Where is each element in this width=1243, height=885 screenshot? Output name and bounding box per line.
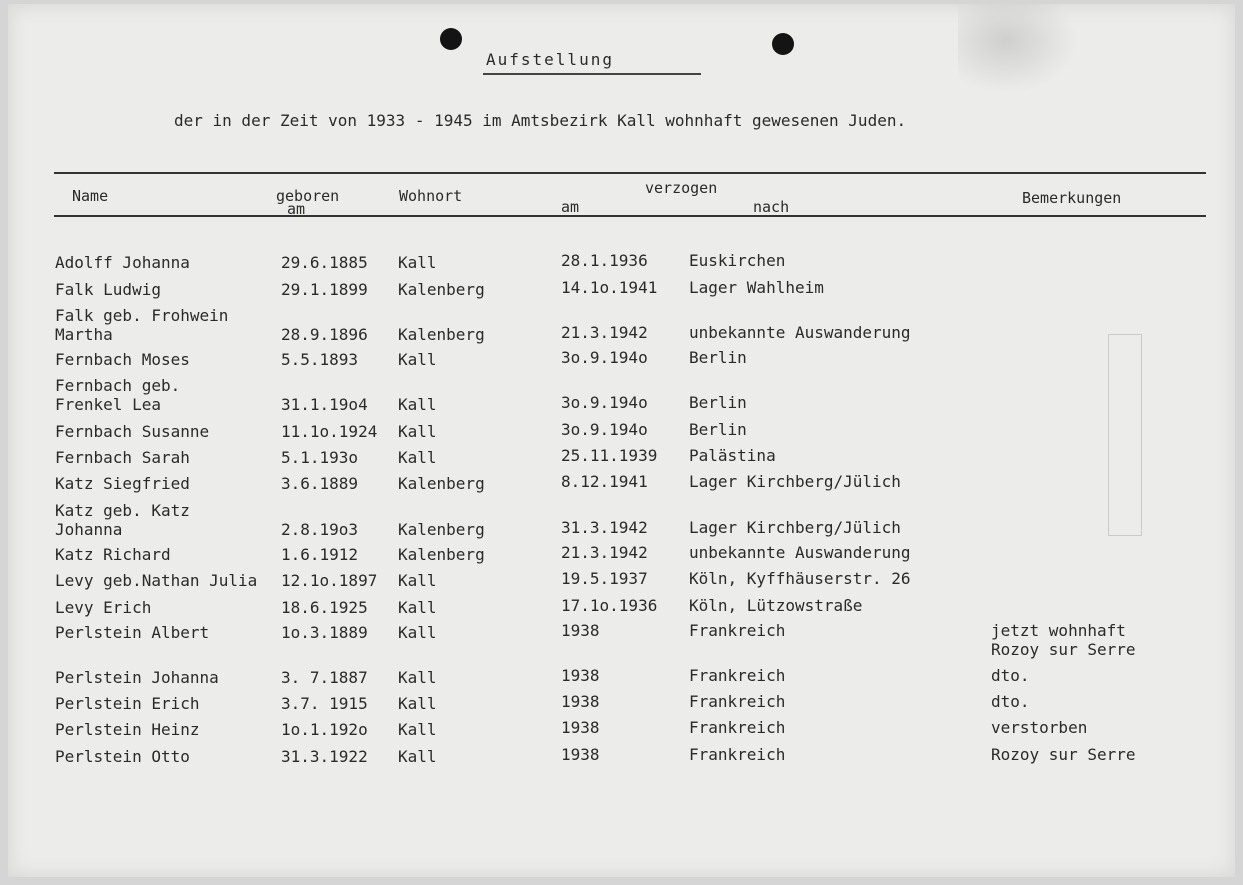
cell-wohnort: Kalenberg (398, 520, 485, 539)
cell-name: Fernbach geb. (55, 376, 181, 395)
cell-name: Martha (55, 325, 113, 344)
cell-wohnort: Kalenberg (398, 325, 485, 344)
cell-wohnort: Kall (398, 571, 437, 590)
header-verzogen-am: am (561, 198, 580, 216)
cell-bemerkungen: dto. (991, 692, 1030, 711)
cell-verzogen-nach: unbekannte Auswanderung (689, 543, 911, 562)
cell-verzogen-am: 14.1o.1941 (561, 278, 658, 297)
cell-name: Fernbach Moses (55, 350, 190, 369)
cell-wohnort: Kalenberg (398, 280, 485, 299)
document-subtitle: der in der Zeit von 1933 - 1945 im Amtsbezirk Kall wohnhaft gewesenen Juden. (174, 111, 907, 130)
cell-geboren: 29.1.1899 (281, 280, 368, 299)
cell-name: Johanna (55, 520, 123, 539)
header-rule-bottom (54, 215, 1206, 217)
cell-verzogen-am: 1938 (561, 692, 600, 711)
cell-wohnort: Kall (398, 350, 437, 369)
cell-wohnort: Kall (398, 623, 437, 642)
cell-verzogen-nach: Frankreich (689, 666, 786, 685)
cell-verzogen-am: 21.3.1942 (561, 543, 648, 562)
cell-verzogen-nach: unbekannte Auswanderung (689, 323, 911, 342)
cell-geboren: 3. 7.1887 (281, 668, 368, 687)
cell-name: Frenkel Lea (55, 395, 161, 414)
cell-geboren: 3.7. 1915 (281, 694, 368, 713)
cell-wohnort: Kall (398, 448, 437, 467)
cell-geboren: 1o.3.1889 (281, 623, 368, 642)
header-verzogen-nach: nach (753, 198, 790, 216)
cell-geboren: 3.6.1889 (281, 474, 359, 493)
cell-verzogen-am: 3o.9.194o (561, 348, 648, 367)
cell-verzogen-nach: Frankreich (689, 745, 786, 764)
cell-verzogen-am: 21.3.1942 (561, 323, 648, 342)
cell-bemerkungen: dto. (991, 666, 1030, 685)
cell-wohnort: Kall (398, 598, 437, 617)
cell-geboren: 5.5.1893 (281, 350, 359, 369)
cell-name: Levy geb.Nathan Julia (55, 571, 258, 590)
cell-verzogen-nach: Köln, Lützowstraße (689, 596, 863, 615)
cell-verzogen-am: 17.1o.1936 (561, 596, 658, 615)
cell-verzogen-am: 19.5.1937 (561, 569, 648, 588)
cell-wohnort: Kall (398, 668, 437, 687)
cell-name: Perlstein Albert (55, 623, 210, 642)
cell-name: Katz Siegfried (55, 474, 190, 493)
cell-wohnort: Kalenberg (398, 545, 485, 564)
cell-verzogen-am: 28.1.1936 (561, 251, 648, 270)
header-wohnort: Wohnort (399, 187, 463, 205)
cell-name: Perlstein Erich (55, 694, 200, 713)
cell-geboren: 31.3.1922 (281, 747, 368, 766)
cell-name: Fernbach Sarah (55, 448, 190, 467)
cell-geboren: 28.9.1896 (281, 325, 368, 344)
cell-geboren: 29.6.1885 (281, 253, 368, 272)
cell-verzogen-am: 1938 (561, 666, 600, 685)
cell-verzogen-nach: Frankreich (689, 692, 786, 711)
header-name: Name (72, 187, 109, 205)
cell-geboren: 1o.1.192o (281, 720, 368, 739)
cell-verzogen-nach: Euskirchen (689, 251, 786, 270)
header-verzogen: verzogen (645, 179, 718, 197)
cell-verzogen-nach: Köln, Kyffhäuserstr. 26 (689, 569, 911, 588)
cell-verzogen-am: 3o.9.194o (561, 420, 648, 439)
cell-verzogen-nach: Lager Wahlheim (689, 278, 824, 297)
title-underline (483, 73, 701, 75)
cell-bemerkungen: jetzt wohnhaft (991, 621, 1126, 640)
cell-wohnort: Kall (398, 422, 437, 441)
cell-verzogen-am: 8.12.1941 (561, 472, 648, 491)
cell-verzogen-am: 25.11.1939 (561, 446, 658, 465)
cell-verzogen-nach: Frankreich (689, 718, 786, 737)
cell-verzogen-nach: Palästina (689, 446, 776, 465)
punch-hole-left (440, 28, 462, 50)
cell-verzogen-am: 1938 (561, 745, 600, 764)
cell-bemerkungen: Rozoy sur Serre (991, 640, 1136, 659)
cell-name: Fernbach Susanne (55, 422, 210, 441)
cell-geboren: 18.6.1925 (281, 598, 368, 617)
cell-name: Katz geb. Katz (55, 501, 190, 520)
punch-hole-right (772, 33, 794, 55)
cell-bemerkungen: verstorben (991, 718, 1088, 737)
cell-wohnort: Kalenberg (398, 474, 485, 493)
cell-bemerkungen: Rozoy sur Serre (991, 745, 1136, 764)
cell-verzogen-nach: Berlin (689, 348, 747, 367)
cell-geboren: 5.1.193o (281, 448, 359, 467)
cell-wohnort: Kall (398, 747, 437, 766)
cell-wohnort: Kall (398, 253, 437, 272)
cell-name: Falk Ludwig (55, 280, 161, 299)
cell-verzogen-nach: Berlin (689, 393, 747, 412)
cell-name: Levy Erich (55, 598, 152, 617)
cell-name: Perlstein Heinz (55, 720, 200, 739)
cell-verzogen-nach: Berlin (689, 420, 747, 439)
cell-verzogen-nach: Frankreich (689, 621, 786, 640)
faded-stamp (1108, 334, 1142, 536)
header-rule-top (54, 172, 1206, 174)
header-geboren: geboren (276, 187, 340, 205)
header-geboren-am: am (287, 200, 306, 218)
cell-verzogen-nach: Lager Kirchberg/Jülich (689, 472, 901, 491)
ink-smudge (958, 4, 1078, 94)
cell-geboren: 12.1o.1897 (281, 571, 378, 590)
cell-geboren: 11.1o.1924 (281, 422, 378, 441)
cell-name: Katz Richard (55, 545, 171, 564)
cell-verzogen-am: 3o.9.194o (561, 393, 648, 412)
cell-geboren: 1.6.1912 (281, 545, 359, 564)
cell-verzogen-am: 1938 (561, 718, 600, 737)
cell-wohnort: Kall (398, 395, 437, 414)
cell-wohnort: Kall (398, 694, 437, 713)
cell-name: Adolff Johanna (55, 253, 190, 272)
cell-name: Perlstein Otto (55, 747, 190, 766)
cell-name: Perlstein Johanna (55, 668, 219, 687)
cell-verzogen-am: 1938 (561, 621, 600, 640)
cell-verzogen-am: 31.3.1942 (561, 518, 648, 537)
cell-geboren: 2.8.19o3 (281, 520, 359, 539)
cell-name: Falk geb. Frohwein (55, 306, 229, 325)
cell-wohnort: Kall (398, 720, 437, 739)
header-bemerkungen: Bemerkungen (1022, 189, 1122, 207)
document-title: Aufstellung (486, 50, 614, 69)
cell-verzogen-nach: Lager Kirchberg/Jülich (689, 518, 901, 537)
cell-geboren: 31.1.19o4 (281, 395, 368, 414)
